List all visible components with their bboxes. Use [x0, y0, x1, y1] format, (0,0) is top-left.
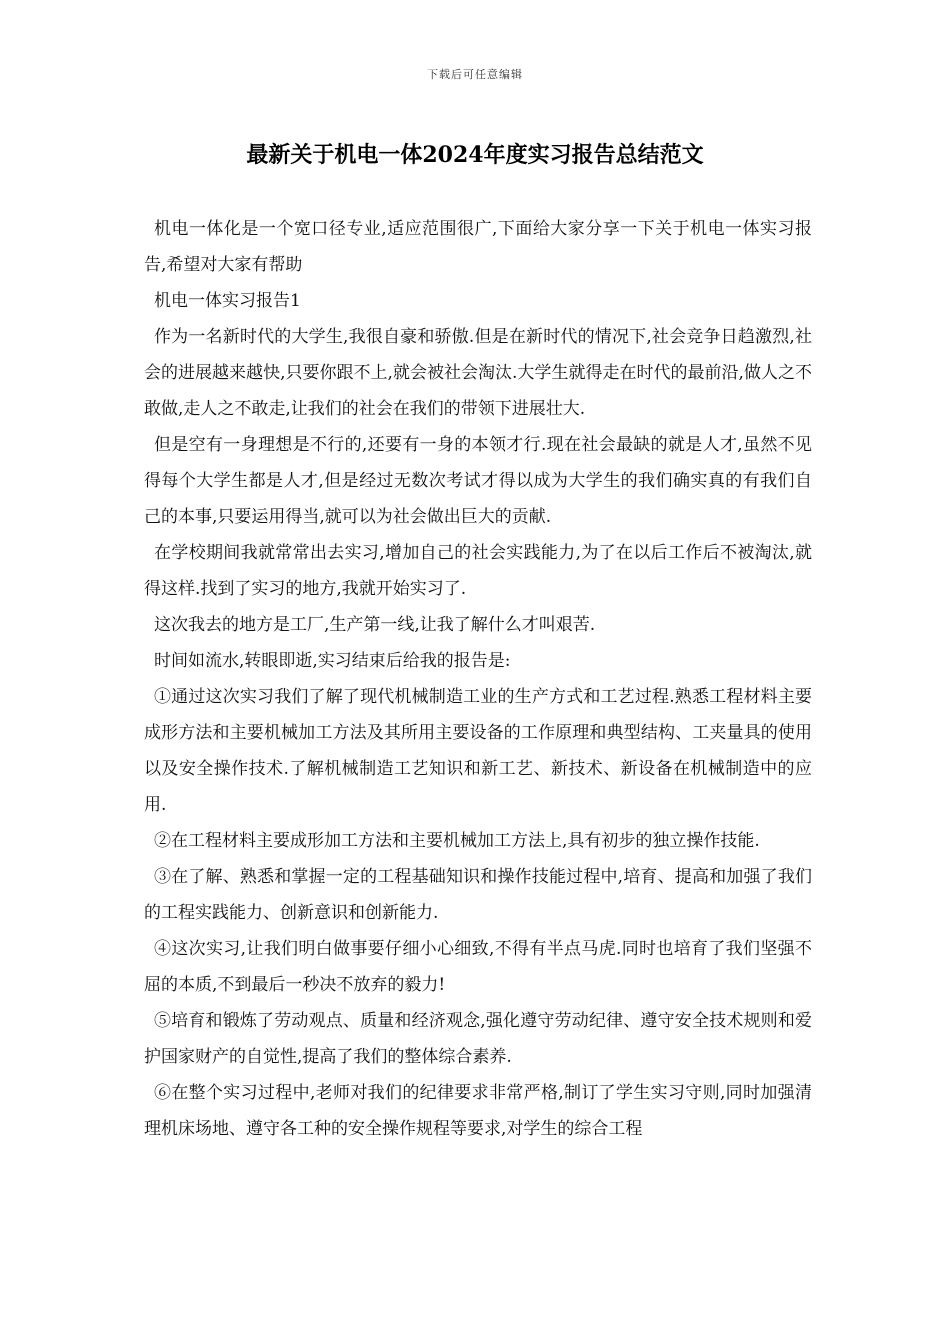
list-item-6: ⑥在整个实习过程中,老师对我们的纪律要求非常严格,制订了学生实习守则,同时加强清理机床场地、遵守各工种的安全操作规程等要求,对学生的综合工程	[144, 1083, 812, 1139]
paragraph: 时间如流水,转眼即逝,实习结束后给我的报告是:	[154, 651, 511, 671]
list-item-2: ②在工程材料主要成形加工方法和主要机械加工方法上,具有初步的独立操作技能.	[154, 831, 760, 851]
paragraph: 但是空有一身理想是不行的,还要有一身的本领才行.现在社会最缺的就是人才,虽然不见得每个大学生都是人才,但是经过无数次考试才得以成为大学生的我们确实真的有我们自己的本事,只要运用得当,就可以为社会做出巨大的贡献.	[144, 435, 812, 527]
paragraph: 在学校期间我就常常出去实习,增加自己的社会实践能力,为了在以后工作后不被淘汰,就得这样.找到了实习的地方,我就开始实习了.	[144, 543, 812, 599]
paragraph: 作为一名新时代的大学生,我很自豪和骄傲.但是在新时代的情况下,社会竞争日趋激烈,社会的进展越来越快,只要你跟不上,就会被社会淘汰.大学生就得走在时代的最前沿,做人之不敢做,走人之不敢走,让我们的社会在我们的带领下进展壮大.	[144, 327, 812, 419]
document-title: 最新关于机电一体2024年度实习报告总结范文	[246, 142, 704, 168]
header-note: 下载后可任意编辑	[427, 68, 523, 81]
paragraph-intro: 机电一体化是一个宽口径专业,适应范围很广,下面给大家分享一下关于机电一体实习报告,希望对大家有帮助	[144, 219, 812, 275]
paragraph: 这次我去的地方是工厂,生产第一线,让我了解什么才叫艰苦.	[154, 615, 596, 635]
list-item-1: ①通过这次实习我们了解了现代机械制造工业的生产方式和工艺过程.熟悉工程材料主要成形方法和主要机械加工方法及其所用主要设备的工作原理和典型结构、工夹量具的使用以及安全操作技术.了解机械制造工艺知识和新工艺、新技术、新设备在机械制造中的应用.	[144, 687, 812, 815]
list-item-3: ③在了解、熟悉和掌握一定的工程基础知识和操作技能过程中,培育、提高和加强了我们的工程实践能力、创新意识和创新能力.	[144, 867, 812, 923]
document-body	[144, 211, 812, 1147]
list-item-5: ⑤培育和锻炼了劳动观点、质量和经济观念,强化遵守劳动纪律、遵守安全技术规则和爱护国家财产的自觉性,提高了我们的整体综合素养.	[144, 1011, 812, 1067]
paragraph-section-heading: 机电一体实习报告1	[154, 291, 301, 311]
list-item-4: ④这次实习,让我们明白做事要仔细小心细致,不得有半点马虎.同时也培育了我们坚强不屈的本质,不到最后一秒决不放弃的毅力!	[144, 939, 812, 995]
